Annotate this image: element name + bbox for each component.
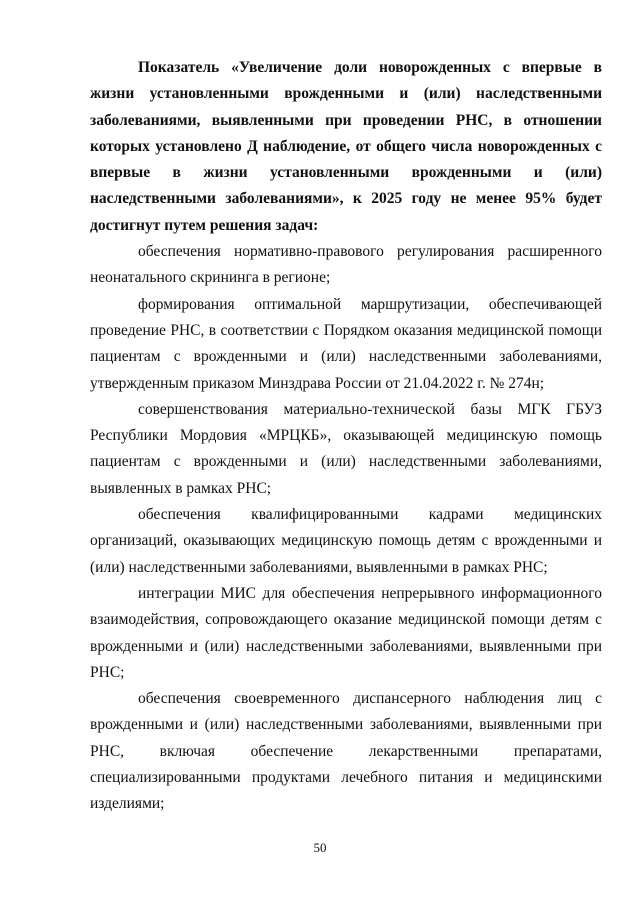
indicator-paragraph: Показатель «Увеличение доли новорожденных с впервые в жизни установленными врожденными и (или) наследственными заболеваниями, выявленными при проведении РНС, в отношении которых установлено Д наблюдение, от общего числа новорожденных с впервые в жизни установленными врожденными и (или) наследственными заболеваниями», к 2025 году не менее 95% будет достигнут путем решения задач: [90, 59, 602, 234]
page-number: 50 [313, 840, 327, 855]
task-item-regulation: обеспечения нормативно-правового регулирования расширенного неонатального скрининга в регионе; [90, 243, 602, 287]
task-item-equipment: совершенствования материально-технической базы МГК ГБУЗ Республики Мордовия «МРЦКБ», оказывающей медицинскую помощь пациентам с врожденными и (или) наследственными заболеваниями, выявленных в рамках РНС; [90, 400, 602, 497]
task-item-routing: формирования оптимальной маршрутизации, обеспечивающей проведение РНС, в соответствии с Порядком оказания медицинской помощи пациентам с врожденными и (или) наследственными заболеваниями, утвержденным приказом Минздрава России от 21.04.2022 г. № 274н; [90, 295, 602, 392]
document-body [90, 55, 602, 818]
task-item-staffing: обеспечения квалифицированными кадрами медицинских организаций, оказывающих медицинскую помощь детям с врожденными и (или) наследственными заболеваниями, выявленными в рамках РНС; [90, 506, 602, 576]
task-item-mis-integration: интеграции МИС для обеспечения непрерывного информационного взаимодействия, сопровождающего оказание медицинской помощи детям с врожденными и (или) наследственными заболеваниями, выявленными при РНС; [90, 584, 602, 681]
task-item-dispensary: обеспечения своевременного диспансерного наблюдения лиц с врожденными и (или) наследственными заболеваниями, выявленными при РНС, включая обеспечение лекарственными препаратами, специализированными продуктами лечебного питания и медицинскими изделиями; [90, 690, 602, 813]
